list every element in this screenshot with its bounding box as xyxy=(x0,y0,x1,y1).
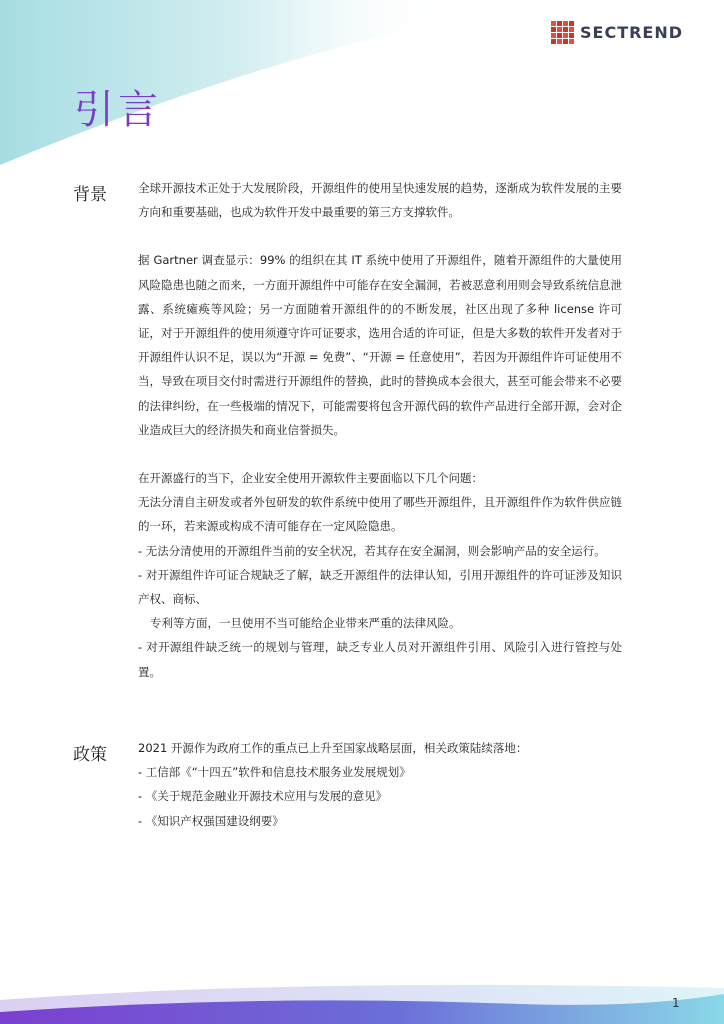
page-title: 引言 xyxy=(74,87,162,133)
logo-mark-icon xyxy=(551,21,574,44)
paragraph: 2021 开源作为政府工作的重点已上升至国家战略层面，相关政策陆续落地： xyxy=(138,741,528,755)
sectrend-logo xyxy=(551,20,683,44)
policy-content xyxy=(138,736,622,833)
list-item: - 工信部《“十四五”软件和信息技术服务业发展规划》 xyxy=(138,765,411,780)
list-item: - 对开源组件缺乏统一的规划与管理，缺乏专业人员对开源组件引用、风险引入进行管控与处置。 xyxy=(138,640,622,679)
paragraph: 在开源盛行的当下，企业安全使用开源软件主要面临以下几个问题： xyxy=(138,471,483,486)
background-content xyxy=(138,176,622,684)
section-label-background: 背景 xyxy=(73,185,107,205)
section-label-policy: 政策 xyxy=(73,745,107,765)
list-item: - 《知识产权强国建设纲要》 xyxy=(138,813,284,828)
logo-text: SECTREND xyxy=(580,22,684,42)
list-item-continuation: 专利等方面，一旦使用不当可能给企业带来严重的法律风险。 xyxy=(150,616,461,631)
list-item: - 无法分清使用的开源组件当前的安全状况，若其存在安全漏洞，则会影响产品的安全运行。 xyxy=(138,543,606,558)
list-item: - 《关于规范金融业开源技术应用与发展的意见》 xyxy=(138,789,388,804)
footer-decoration xyxy=(0,950,724,1024)
paragraph: 据 Gartner 调查显示：99% 的组织在其 IT 系统中使用了开源组件，随着开源组件的大量使用风险隐患也随之而来，一方面开源组件中可能存在安全漏洞，若被恶意利用则会导致系统信息泄露、系统瘫痪等风险；另一方面随着开源组件的的不断发展，社区出现了多种 license 许可证，对于开源组件的使用须遵守许可证要求，选用合适的许可证，但是大多数的软件开发者对于开源组件认识不足，误以为“开源 = 免费”、“开源 = 任意使用”，若因为开源组件许可证使用不当，导致在项目交付时需进行开源组件的替换，此时的替换成本会很大，甚至可能会带来不必要的法律纠纷，在一些极端的情况下，可能需要将包含开源代码的软件产品进行全部开源，会对企业造成巨大的经济损失和商业信誉损失。 xyxy=(138,253,622,437)
paragraph: 全球开源技术正处于大发展阶段，开源组件的使用呈快速发展的趋势，逐渐成为软件发展的主要方向和重要基础，也成为软件开发中最重要的第三方支撑软件。 xyxy=(138,181,622,220)
page-number: 1 xyxy=(672,996,680,1010)
paragraph: 无法分清自主研发或者外包研发的软件系统中使用了哪些开源组件，且开源组件作为软件供应链的一环，若来源或构成不清可能存在一定风险隐患。 xyxy=(138,495,622,534)
list-item: - 对开源组件许可证合规缺乏了解，缺乏开源组件的法律认知，引用开源组件的许可证涉及知识产权、商标、 xyxy=(138,567,622,607)
